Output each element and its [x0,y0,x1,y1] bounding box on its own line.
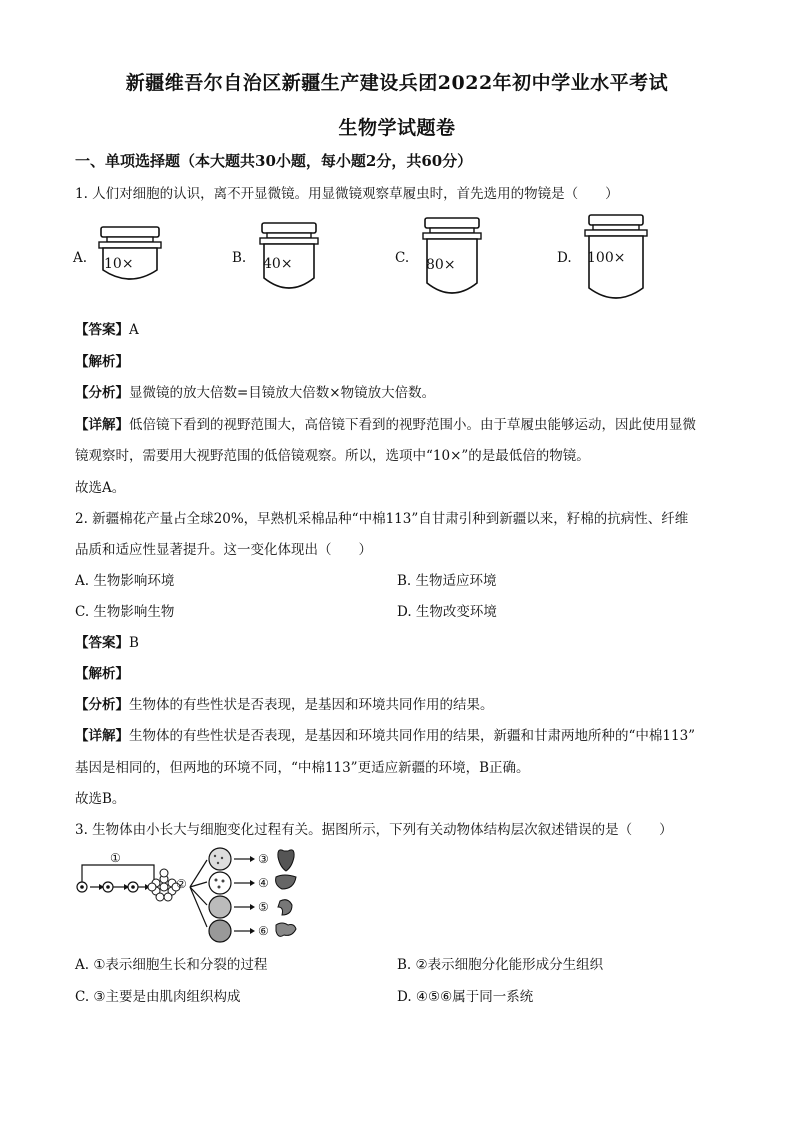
exam-subtitle: 生物学试题卷 [338,117,456,139]
q1-option-a-letter: A. [73,250,88,266]
q2-choose: 故选B。 [75,791,126,807]
q2-answer [75,631,139,651]
q2-detail-line2: 基因是相同的，但两地的环境不同，“中棉113”更适应新疆的环境，B正确。 [75,760,530,776]
q1-detail-line2: 镜观察时，需要用大视野范围的低倍镜观察。所以，选项中“10×”的是最低倍的物镜。 [75,448,590,464]
analysis-tag: 【分析】 [75,697,129,713]
answer-tag: 【答案】 [75,322,129,338]
diagram-label-5: ⑤ [258,900,269,914]
q1-jiexi: 【解析】 [75,354,129,370]
diagram-label-1: ① [110,851,121,865]
q3-option-c: C. ③主要是由肌肉组织构成 [75,989,241,1005]
exam-title: 新疆维吾尔自治区新疆生产建设兵团2022年初中学业水平考试 [125,72,669,94]
q2-stem-line2: 品质和适应性显著提升。这一变化体现出（ ） [75,542,372,558]
detail-tag: 【详解】 [75,728,129,744]
detail-tag: 【详解】 [75,417,129,433]
q1-option-c [395,213,505,305]
q1-answer [75,318,139,338]
answer-tag: 【答案】 [75,635,129,651]
q1-option-d [557,210,672,310]
q1-option-d-magnification: 100× [587,250,626,266]
cell-development-diagram [72,845,312,945]
q1-option-b [232,218,342,303]
q1-option-a-magnification: 10× [104,256,134,272]
q3-stem: 3. 生物体由小长大与细胞变化过程有关。据图所示，下列有关动物体结构层次叙述错误的是（ ） [75,822,673,838]
q2-option-c: C. 生物影响生物 [75,604,175,620]
q2-detail-line1 [75,724,695,744]
answer-value: B [129,635,139,651]
q1-analysis [75,381,435,401]
q1-option-d-letter: D. [557,250,572,266]
answer-value: A [129,322,139,338]
q1-stem: 1. 人们对细胞的认识，离不开显微镜。用显微镜观察草履虫时，首先选用的物镜是（ ） [75,186,619,202]
diagram-label-2: ② [176,877,187,891]
q3-option-d: D. ④⑤⑥属于同一系统 [397,989,534,1005]
q2-stem-line1: 2. 新疆棉花产量占全球20%，早熟机采棉品种“中棉113”自甘肃引种到新疆以来，籽棉的抗病性、纤维 [75,511,689,527]
q3-option-a: A. ①表示细胞生长和分裂的过程 [75,957,268,973]
detail-text: 生物体的有些性状是否表现，是基因和环境共同作用的结果，新疆和甘肃两地所种的“中棉113” [129,728,696,744]
q1-option-a [73,218,183,298]
analysis-text: 生物体的有些性状是否表现，是基因和环境共同作用的结果。 [129,697,494,713]
q2-option-b: B. 生物适应环境 [397,573,497,589]
diagram-label-3: ③ [258,852,269,866]
q2-analysis [75,693,494,713]
section-heading: 一、单项选择题（本大题共30小题，每小题2分，共60分） [75,152,473,170]
q3-option-b: B. ②表示细胞分化能形成分生组织 [397,957,604,973]
q2-option-d: D. 生物改变环境 [397,604,497,620]
q1-choose: 故选A。 [75,480,126,496]
detail-text: 低倍镜下看到的视野范围大，高倍镜下看到的视野范围小。由于草履虫能够运动，因此使用显微 [129,417,696,433]
q1-option-c-letter: C. [395,250,410,266]
q1-option-b-letter: B. [232,250,247,266]
q1-detail-line1 [75,413,696,433]
analysis-tag: 【分析】 [75,385,129,401]
q2-option-a: A. 生物影响环境 [75,573,175,589]
q2-jiexi: 【解析】 [75,666,129,682]
q1-option-b-magnification: 40× [263,256,293,272]
analysis-text: 显微镜的放大倍数=目镜放大倍数×物镜放大倍数。 [129,385,436,401]
diagram-label-4: ④ [258,876,269,890]
q1-option-c-magnification: 80× [426,257,456,273]
diagram-label-6: ⑥ [258,924,269,938]
